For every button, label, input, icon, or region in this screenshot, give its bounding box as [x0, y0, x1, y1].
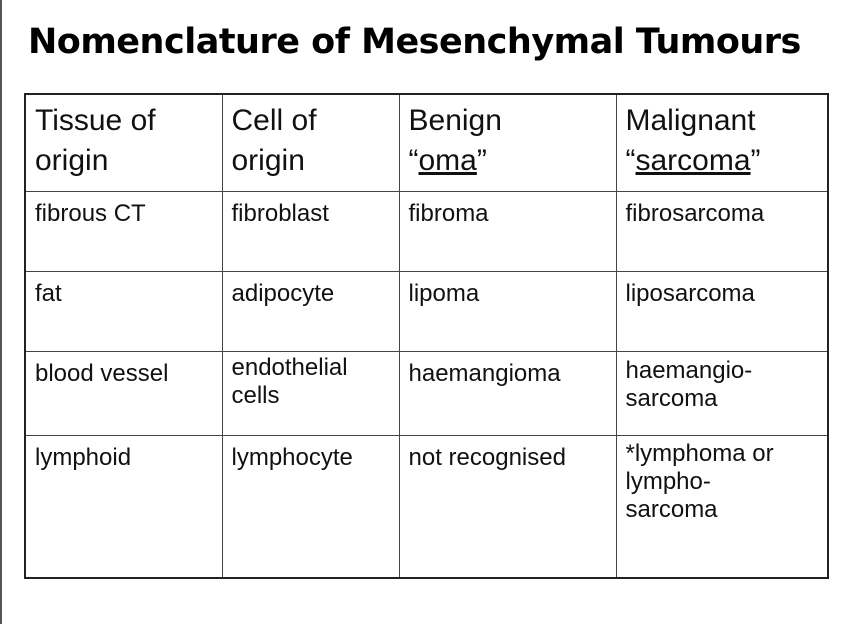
cell-malignant-line2: lympho- [625, 467, 711, 495]
cell-malignant-line2: sarcoma [625, 384, 718, 412]
cell-cell-type-line1: endothelial [231, 353, 348, 381]
table-row [25, 271, 828, 351]
header-malignant-open-quote: “ [625, 144, 636, 177]
header-malignant-suffix: sarcoma [635, 144, 751, 177]
cell-benign-not-recognised: not recognised [399, 435, 616, 578]
header-cell-line2: origin [231, 144, 305, 177]
header-benign-open-quote: “ [408, 144, 419, 177]
header-benign-suffix: oma [418, 144, 477, 177]
header-cell-of-origin [222, 94, 399, 191]
cell-malignant-line3: sarcoma [625, 495, 718, 523]
table-header-row [25, 94, 828, 191]
header-tissue-of-origin [25, 94, 222, 191]
header-malignant [616, 94, 828, 191]
cell-cell-type: adipocyte [222, 271, 399, 351]
cell-cell-type: fibroblast [222, 191, 399, 271]
header-malignant-close-quote: ” [750, 144, 761, 177]
slide-title: Nomenclature of Mesenchymal Tumours [28, 22, 801, 62]
nomenclature-table [24, 93, 829, 579]
table-row [25, 435, 828, 578]
table-row [25, 191, 828, 271]
header-benign-line1: Benign [408, 104, 502, 137]
slide-left-border [0, 0, 2, 624]
header-tissue-line2: origin [35, 144, 109, 177]
cell-malignant-line1: *lymphoma or [625, 439, 774, 467]
header-malignant-line1: Malignant [625, 104, 756, 137]
header-benign-close-quote: ” [476, 144, 487, 177]
header-benign [399, 94, 616, 191]
header-cell-line1: Cell of [231, 104, 317, 137]
cell-tissue: fibrous CT [25, 191, 222, 271]
cell-cell-type: lymphocyte [222, 435, 399, 578]
header-tissue-line1: Tissue of [35, 104, 156, 137]
cell-malignant [616, 435, 828, 578]
cell-benign: haemangioma [399, 351, 616, 435]
cell-malignant-line1: haemangio- [625, 356, 753, 384]
cell-benign: lipoma [399, 271, 616, 351]
cell-tissue: lymphoid [25, 435, 222, 578]
cell-malignant: liposarcoma [616, 271, 828, 351]
cell-cell-type-line2: cells [231, 381, 280, 409]
cell-cell-type [222, 351, 399, 435]
cell-malignant: fibrosarcoma [616, 191, 828, 271]
cell-tissue: blood vessel [25, 351, 222, 435]
table-row [25, 351, 828, 435]
cell-malignant [616, 351, 828, 435]
cell-tissue: fat [25, 271, 222, 351]
cell-benign: fibroma [399, 191, 616, 271]
